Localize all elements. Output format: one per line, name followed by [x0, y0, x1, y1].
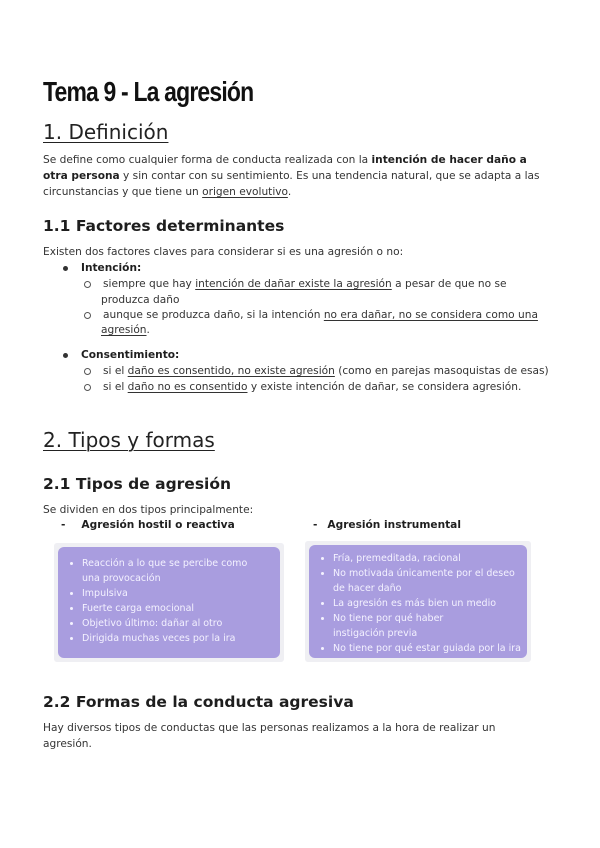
instrumental-box	[305, 541, 531, 662]
page-title: Tema 9 - La agresión	[43, 76, 254, 107]
list-item: No motivada únicamente por el deseo de hacer daño	[333, 566, 527, 596]
circle-bullet-icon	[84, 281, 91, 288]
hostil-list	[58, 547, 280, 646]
list-item: siempre que hay intención de dañar existe la agresión a pesar de que no se	[84, 276, 507, 292]
definition-paragraph: Se define como cualquier forma de conducta realizada con la intención de hacer daño a otra persona y sin contar con su sentimiento. Es una tendencia natural, que se adapta a las circunstancias y que tiene un origen evolutivo.	[43, 154, 540, 198]
instrumental-list	[309, 545, 527, 656]
section-2-heading: 2. Tipos y formas	[43, 428, 215, 452]
list-item: Fría, premeditada, racional	[333, 551, 527, 566]
factor-intencion: Intención:	[63, 260, 141, 276]
list-item: No tiene por qué haber instigación previa	[333, 611, 527, 641]
section-1-heading: 1. Definición	[43, 120, 169, 144]
list-item: Dirigida muchas veces por la ira	[82, 631, 280, 646]
forms-paragraph-line-1: Hay diversos tipos de conductas que las personas realizamos a la hora de realizar un	[43, 722, 496, 734]
list-item: si el daño no es consentido y existe intención de dañar, se considera agresión.	[84, 379, 521, 395]
bullet-icon	[63, 266, 68, 271]
list-item: si el daño es consentido, no existe agresión (como en parejas masoquistas de esas)	[84, 363, 549, 379]
list-item: La agresión es más bien un medio	[333, 596, 527, 611]
section-2-1-heading: 2.1 Tipos de agresión	[43, 475, 232, 493]
circle-bullet-icon	[84, 368, 91, 375]
list-item-continuation: agresión.	[101, 324, 150, 336]
circle-bullet-icon	[84, 384, 91, 391]
type-hostil-label: - Agresión hostil o reactiva	[61, 519, 235, 531]
list-item: No tiene por qué estar guiada por la ira	[333, 641, 527, 656]
list-item: Reacción a lo que se percibe como una provocación	[82, 556, 280, 586]
factors-intro: Existen dos factores claves para considerar si es una agresión o no:	[43, 246, 404, 258]
section-2-2-heading: 2.2 Formas de la conducta agresiva	[43, 693, 354, 711]
list-item: aunque se produzca daño, si la intención no era dañar, no se considera como una	[84, 307, 538, 323]
list-item: Impulsiva	[82, 586, 280, 601]
list-item: Fuerte carga emocional	[82, 601, 280, 616]
hostil-box	[54, 543, 284, 662]
forms-paragraph-line-2: agresión.	[43, 738, 92, 750]
type-instrumental-label: - Agresión instrumental	[313, 519, 461, 531]
factor-consentimiento: Consentimiento:	[63, 347, 179, 363]
section-1-1-heading: 1.1 Factores determinantes	[43, 217, 285, 235]
list-item-continuation: produzca daño	[101, 294, 180, 306]
bullet-icon	[63, 353, 68, 358]
list-item: Objetivo último: dañar al otro	[82, 616, 280, 631]
circle-bullet-icon	[84, 312, 91, 319]
types-intro: Se dividen en dos tipos principalmente:	[43, 504, 254, 516]
